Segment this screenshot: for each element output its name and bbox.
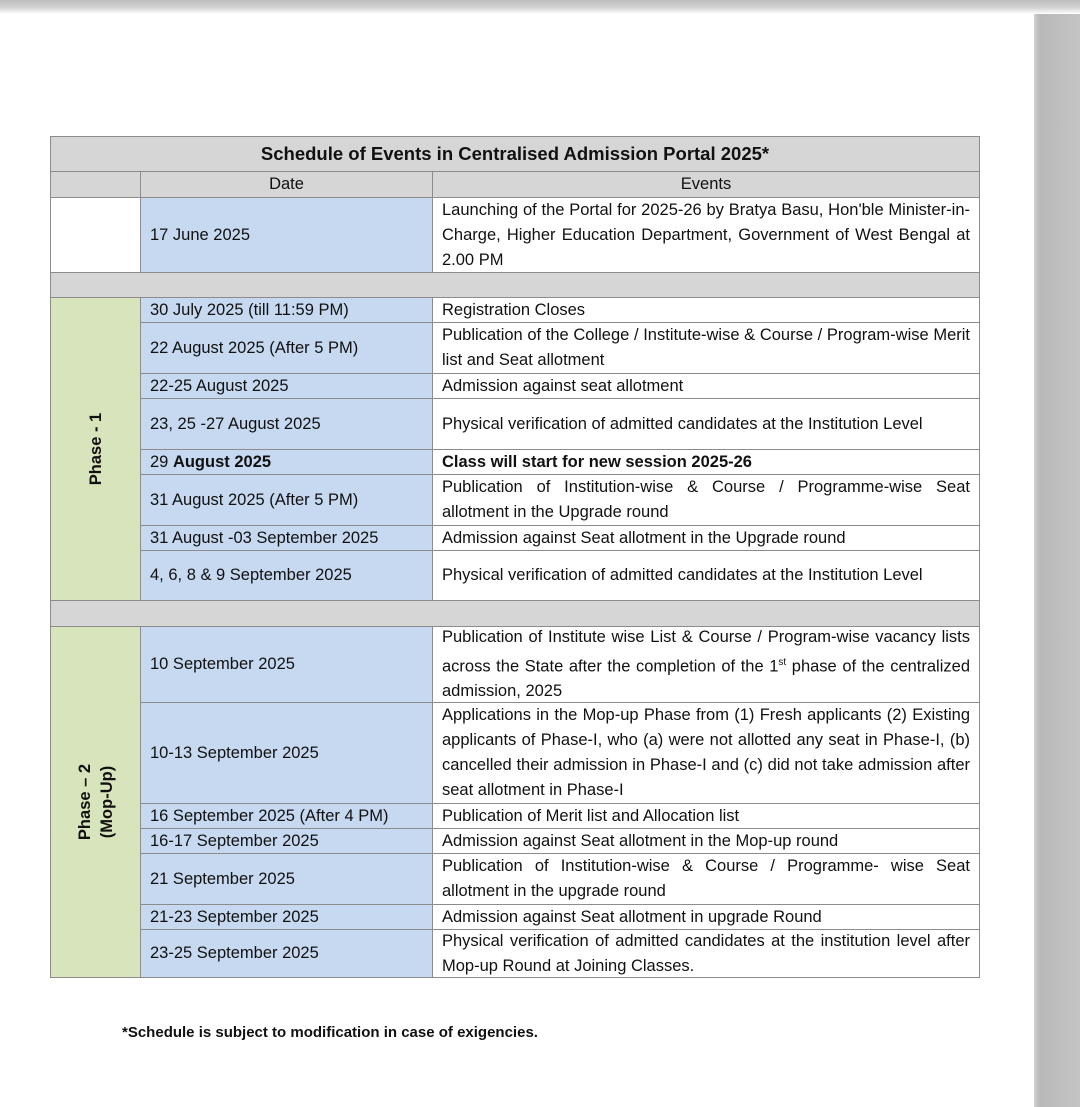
- table-row: [50, 322, 980, 374]
- table-row: [50, 904, 980, 930]
- date-cell: 16 September 2025 (After 4 PM): [140, 803, 433, 829]
- date-cell: 16-17 September 2025: [140, 828, 433, 854]
- date-cell: 31 August -03 September 2025: [140, 525, 433, 551]
- event-text: Admission against Seat allotment in the Upgrade round: [442, 528, 846, 547]
- event-text: Admission against Seat allotment in upgrade Round: [442, 907, 822, 926]
- event-text: Physical verification of admitted candidates at the Institution Level: [442, 566, 923, 584]
- date-cell: 10 September 2025: [140, 626, 433, 703]
- phase-2-label-line2: (Mop-Up): [97, 765, 116, 839]
- table-row: [50, 929, 980, 978]
- table-header-row: [50, 171, 980, 198]
- footnote: *Schedule is subject to modification in case of exigencies.: [122, 1024, 538, 1041]
- table-row: [50, 297, 980, 323]
- event-text: Admission against Seat allotment in the Mop-up round: [442, 831, 839, 850]
- header-date: Date: [140, 171, 433, 198]
- date-cell: 17 June 2025: [140, 197, 433, 273]
- table-row: [50, 803, 980, 829]
- event-cell: [432, 929, 980, 978]
- event-text: Admission against seat allotment: [442, 376, 684, 395]
- table-row: [50, 197, 980, 273]
- blank-phase-cell: [50, 197, 141, 273]
- event-text: [442, 625, 970, 705]
- event-cell: [432, 904, 980, 930]
- event-text: Launching of the Portal for 2025-26 by Bratya Basu, Hon'ble Minister-in-Charge, Higher Education Department, Government of West Bengal at 2.00 PM: [442, 200, 970, 269]
- event-text: Physical verification of admitted candidates at the Institution Level: [442, 414, 923, 433]
- event-cell: [432, 853, 980, 905]
- table-row: [50, 626, 980, 703]
- date-cell: [140, 449, 433, 475]
- table-row: [50, 853, 980, 905]
- date-cell: 23, 25 -27 August 2025: [140, 398, 433, 450]
- table-row: [50, 474, 980, 526]
- header-blank-cell: [50, 171, 141, 198]
- table-row: [50, 702, 980, 804]
- event-cell: [432, 474, 980, 526]
- event-cell: [432, 322, 980, 374]
- separator-row: [50, 600, 980, 627]
- date-cell: 30 July 2025 (till 11:59 PM): [140, 297, 433, 323]
- event-cell: [432, 398, 980, 450]
- date-cell: 23-25 September 2025: [140, 929, 433, 978]
- event-text: Publication of the College / Institute-wise & Course / Program-wise Merit list and Seat allotment: [442, 326, 970, 369]
- event-text: Registration Closes: [442, 300, 586, 319]
- event-cell: [432, 197, 980, 273]
- date-text-bold: August 2025: [172, 452, 272, 471]
- date-cell: 22-25 August 2025: [140, 373, 433, 399]
- event-text: Applications in the Mop-up Phase from (1) Fresh applicants (2) Existing applicants of Phase-I, who (a) were not allotted any seat in Phase-I, (b) cancelled their admission in Phase-I and (c) did not take admission after seat allotment in Phase-I: [442, 706, 970, 799]
- event-cell: [432, 297, 980, 323]
- header-events: Events: [432, 171, 980, 198]
- table-row: [50, 525, 980, 551]
- page-edge-shadow: [1034, 0, 1080, 1107]
- date-cell: 31 August 2025 (After 5 PM): [140, 474, 433, 526]
- phase-1-label: Phase - 1: [86, 412, 105, 486]
- superscript: st: [778, 656, 787, 668]
- event-cell: [432, 828, 980, 854]
- event-cell: [432, 626, 980, 703]
- event-text: Class will start for new session 2025-26: [442, 452, 752, 471]
- table-title-row: [50, 136, 980, 172]
- event-cell: [432, 373, 980, 399]
- table-row: [50, 398, 980, 450]
- event-text: Physical verification of admitted candidates at the institution level after Mop-up Round at Joining Classes.: [442, 931, 970, 975]
- event-cell: [432, 525, 980, 551]
- event-text: Publication of Merit list and Allocation list: [442, 806, 740, 825]
- separator-cell: [50, 272, 980, 298]
- phase-2-label-line1: Phase – 2: [75, 763, 94, 841]
- date-cell: 21-23 September 2025: [140, 904, 433, 930]
- date-cell: 21 September 2025: [140, 853, 433, 905]
- event-cell: [432, 702, 980, 804]
- event-text: Publication of Institution-wise & Course / Programme- wise Seat allotment in the upgrade round: [442, 857, 970, 900]
- event-text-part: Publication of Institute wise List & Course / Program-wise vacancy lists across the State after the completion of the 1: [442, 627, 970, 676]
- separator-row: [50, 272, 980, 298]
- top-edge-shadow: [0, 0, 1080, 14]
- table-row: [50, 373, 980, 399]
- table-row: [50, 550, 980, 601]
- event-cell: [432, 550, 980, 601]
- table-row: [50, 828, 980, 854]
- date-cell: 22 August 2025 (After 5 PM): [140, 322, 433, 374]
- event-text-part: phase of the centralized admission, 2025: [442, 657, 970, 701]
- table-title: Schedule of Events in Centralised Admission Portal 2025*: [50, 136, 980, 172]
- table-row: [50, 449, 980, 475]
- date-cell: 4, 6, 8 & 9 September 2025: [140, 550, 433, 601]
- separator-cell: [50, 600, 980, 627]
- event-text: Publication of Institution-wise & Course / Programme-wise Seat allotment in the Upgrade round: [442, 478, 970, 521]
- date-cell: 10-13 September 2025: [140, 702, 433, 804]
- event-cell: [432, 803, 980, 829]
- date-text: 29: [150, 452, 173, 471]
- event-cell: [432, 449, 980, 475]
